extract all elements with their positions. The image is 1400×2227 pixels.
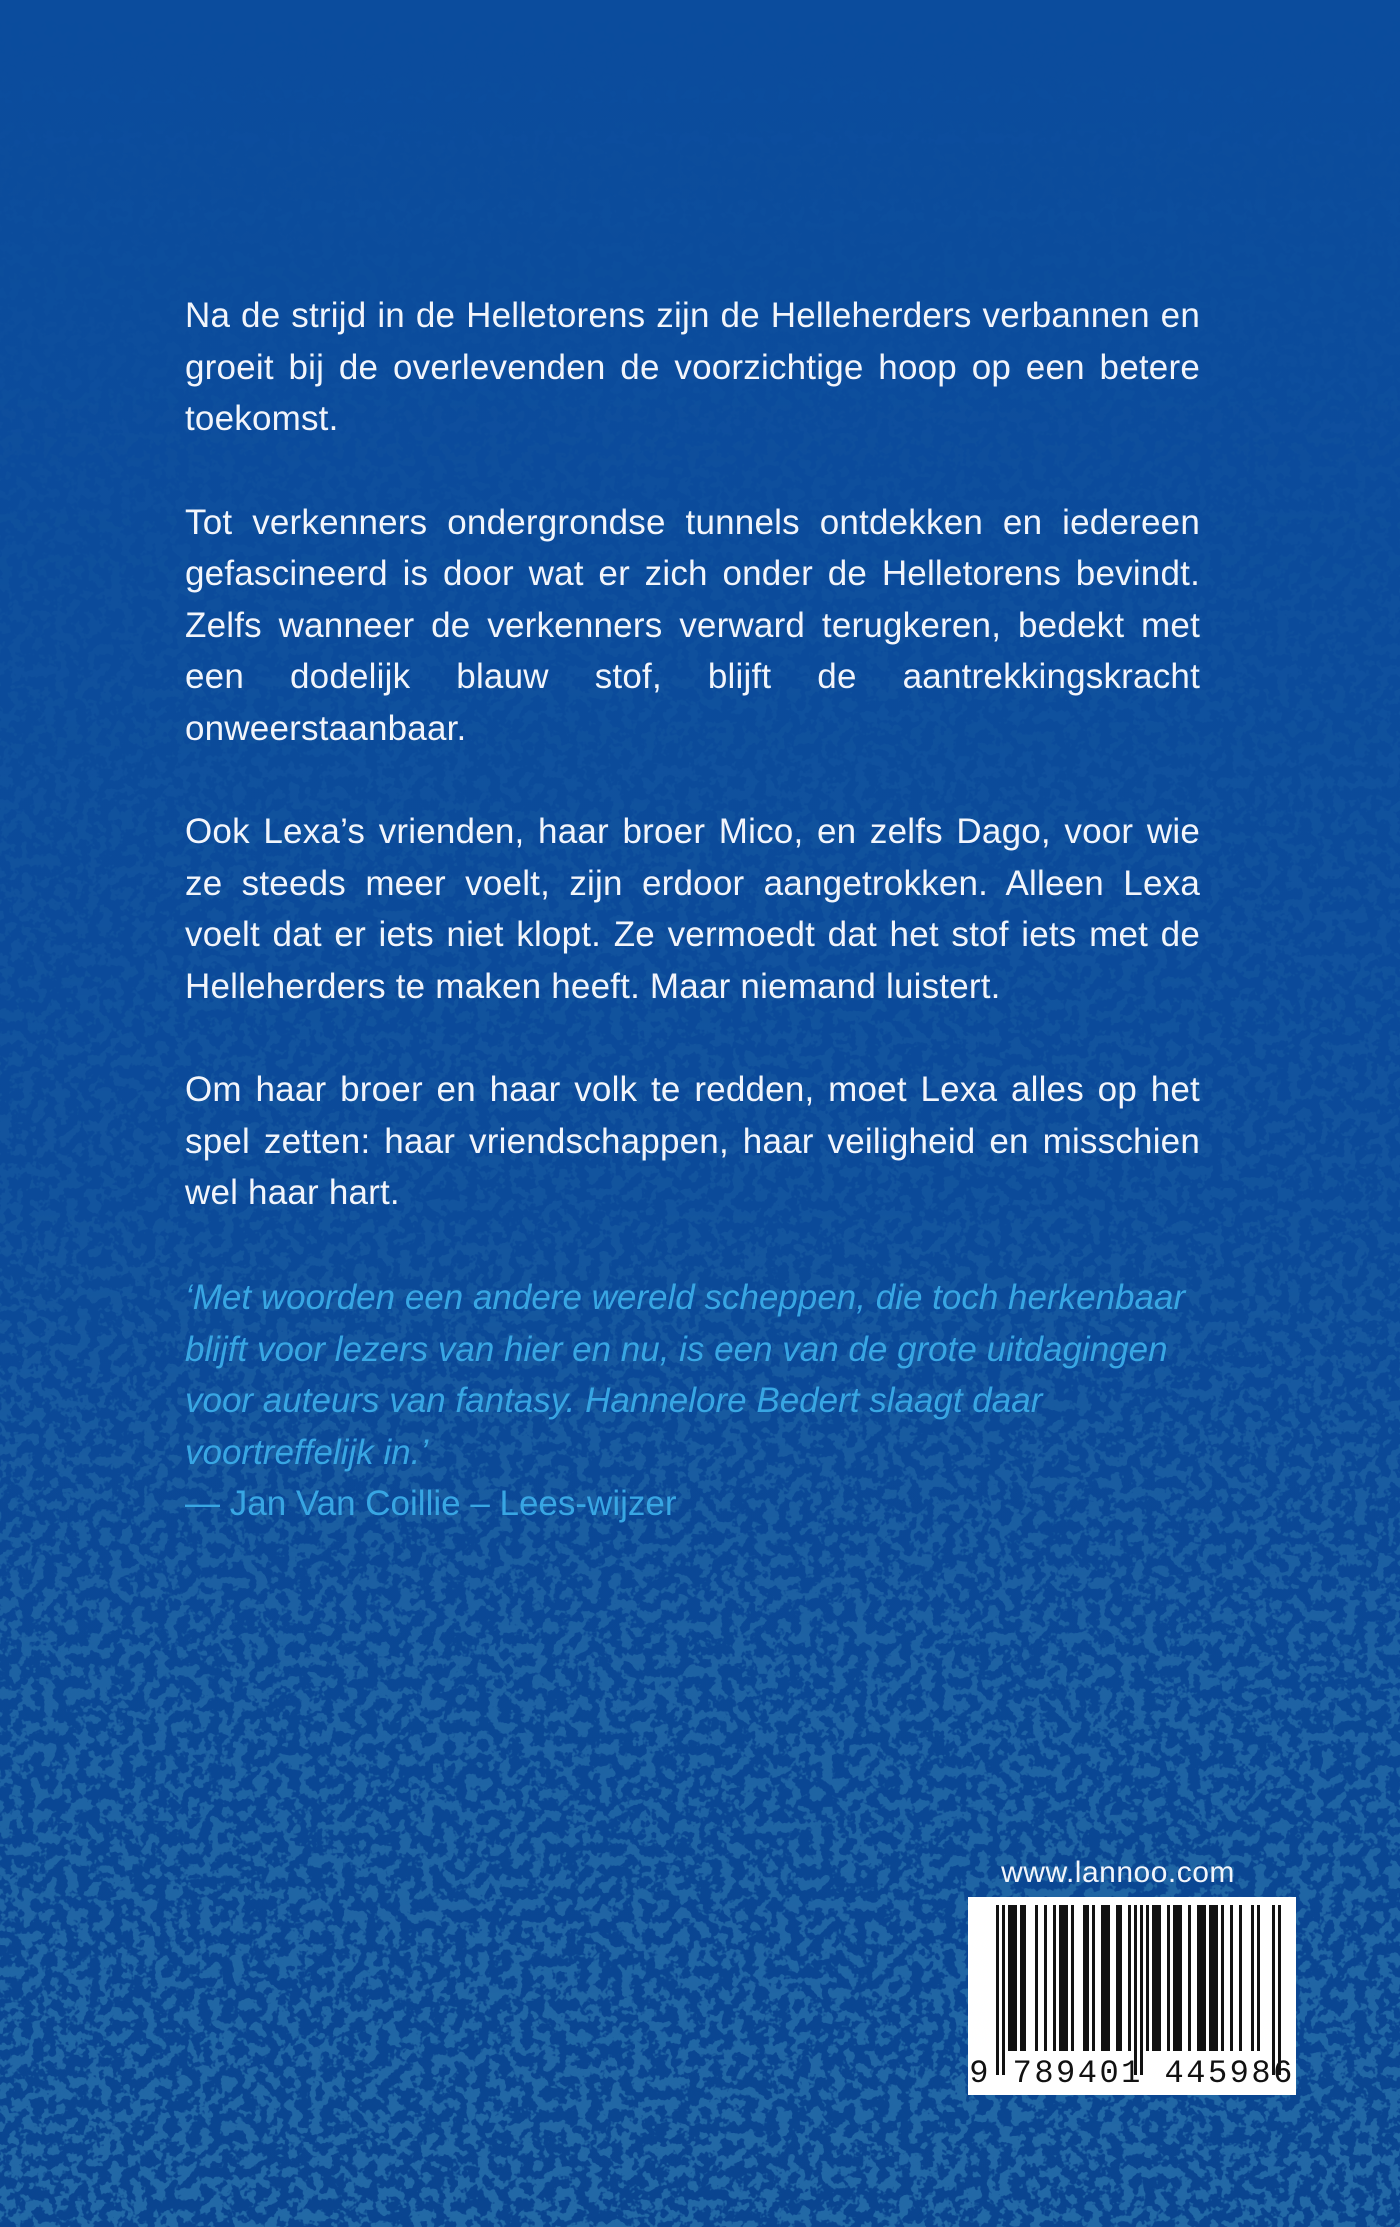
barcode-bar (1251, 1905, 1254, 2051)
isbn-barcode (968, 1897, 1296, 2095)
isbn-number: 9 789401 445986 (969, 2055, 1295, 2092)
barcode-bar (1059, 1905, 1062, 2051)
barcode-bar (1140, 1905, 1143, 2075)
barcode-bar (1134, 1905, 1137, 2075)
barcode-bar (1020, 1905, 1023, 2051)
barcode-bar (1023, 1905, 1026, 2051)
barcode-bar (1092, 1905, 1095, 2051)
barcode-bar (1272, 1905, 1275, 2075)
barcode-bar (1086, 1905, 1089, 2051)
barcode-bar (1215, 1905, 1218, 2051)
barcode-bar (1221, 1905, 1224, 2051)
barcode-bar (1146, 1905, 1149, 2051)
barcode-bar (1173, 1905, 1176, 2051)
publisher-website: www.lannoo.com (1001, 1856, 1235, 1889)
barcode-bar (1209, 1905, 1212, 2051)
barcode-bar (1200, 1905, 1203, 2051)
barcode-bar (1152, 1905, 1155, 2051)
blurb-paragraph: Ook Lexa’s vrienden, haar broer Mico, en zelfs Dago, voor wie ze steeds meer voelt, zijn erdoor aangetrokken. Alleen Lexa voelt dat er iets niet klopt. Ze vermoedt dat het stof iets met de Helleherders te maken heeft. Maar niemand luistert. (185, 812, 1200, 1006)
barcode-bar (1062, 1905, 1065, 2051)
quote-text: ‘Met woorden een andere wereld scheppen, die toch herkenbaar blijft voor lezers van hier en nu, is een van de grote uitdagingen voor auteurs van fantasy. Hannelore Bedert slaagt daar voortreffelijk in.’ (185, 1278, 1186, 1472)
barcode-bar (1197, 1905, 1200, 2051)
barcode-bar (1116, 1905, 1119, 2051)
blurb-paragraph: Na de strijd in de Helletorens zijn de Helleherders verbannen en groeit bij de overlevenden de voorzichtige hoop op een betere toekomst. (185, 296, 1200, 438)
barcode-bar (1257, 1905, 1260, 2051)
barcode-bar (1212, 1905, 1215, 2051)
barcode-bar (1179, 1905, 1182, 2051)
blurb-paragraph: Om haar broer en haar volk te redden, moet Lexa alles op het spel zetten: haar vriendschappen, haar veiligheid en misschien wel haar hart. (185, 1070, 1200, 1212)
barcode-bar (1014, 1905, 1017, 2051)
barcode-bar (1188, 1905, 1191, 2051)
barcode-bar (1155, 1905, 1158, 2051)
blurb-text (185, 290, 1200, 1271)
quote-source: — Jan Van Coillie – Lees-wijzer (185, 1484, 677, 1523)
barcode-bar (1035, 1905, 1038, 2051)
barcode-bar (1119, 1905, 1122, 2051)
barcode-bar (1008, 1905, 1011, 2051)
barcode-bar (1230, 1905, 1233, 2051)
barcode-bar (1011, 1905, 1014, 2051)
barcode-bar (1083, 1905, 1086, 2051)
review-quote (185, 1272, 1200, 1530)
blurb-paragraph: Tot verkenners ondergrondse tunnels ontdekken en iedereen gefascineerd is door wat er zich onder de Helletorens bevindt. Zelfs wanneer de verkenners verward terugkeren, bedekt met een dodelijk blauw stof, blijft de aantrekkingskracht onweerstaanbaar. (185, 502, 1200, 748)
barcode-bar (1101, 1905, 1104, 2051)
barcode-bar (1203, 1905, 1206, 2051)
barcode-bar (1065, 1905, 1068, 2051)
barcode-bar (1107, 1905, 1110, 2051)
barcode-bar (1071, 1905, 1074, 2051)
barcode-bar (1278, 1905, 1281, 2075)
barcode-bar (1239, 1905, 1242, 2051)
barcode-bar (1104, 1905, 1107, 2051)
barcode-bar (1002, 1905, 1005, 2075)
barcode-bar (1176, 1905, 1179, 2051)
barcode-bar (1158, 1905, 1161, 2051)
barcode-bar (1167, 1905, 1170, 2051)
barcode-bar (1044, 1905, 1047, 2051)
barcode-bar (1053, 1905, 1056, 2051)
barcode-bar (1128, 1905, 1131, 2051)
barcode-bar (996, 1905, 999, 2075)
